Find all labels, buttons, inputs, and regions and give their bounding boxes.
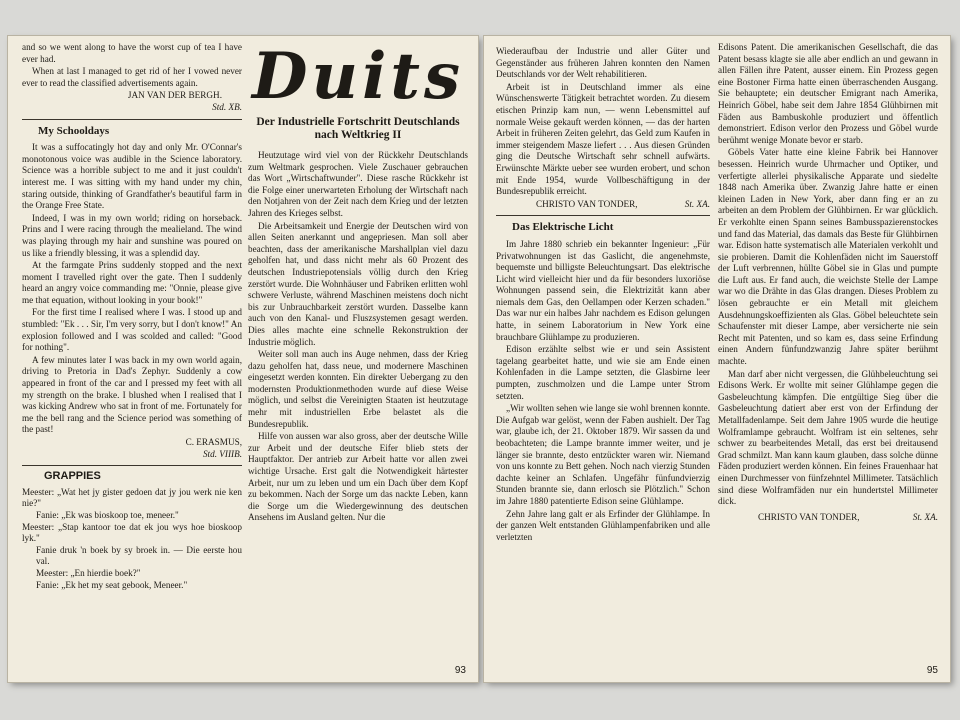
- right-page: [484, 36, 950, 682]
- dialog-line: Meester: „Stap kantoor toe dat ek jou wys hoe bioskoop lyk.": [22, 521, 242, 544]
- signature-name: JAN VAN DER BERGH.: [127, 90, 222, 101]
- paragraph: Man darf aber nicht vergessen, die Glühbeleuchtung sei Edisons Werk. Er wollte mit seiner Glühlampe gegen die Gasbeleuchtung kämpfen. Die entgültige Sieg über die Gasbeleuchtung datiert aber erst von der Erfindung der Metallfadenlampe. Seit dem Jahre 1905 wurde die heutige Wolframlampe gebraucht. Wolfram ist ein seltenes, sehr schwer zu bearbeitendes Metall, das erst bei dreitausend Grad schmilzt. Man kann kaum glauben, dass solche dünne Fäden produziert werden können. Ein feines Frauenhaar hat einen Durchmesser von fünfzehntel Millimeter. Tatsächlich sind diese Wolframfäden nur ein hundertstel Millimeter dick.: [718, 368, 938, 507]
- signature-christo-van-tonder: [718, 512, 938, 524]
- paragraph: Heutzutage wird viel von der Rückkehr Deutschlands zum Weltmark gesprochen. Viele Zuschauer gebrauchen das Wort „Wirtschaftwunder". Diese rasche Rückkehr ist die Folge einer unerwarteten Erholung der Wirtschaft nach den Notjahren von der Zeit nach dem Krieg und der letzten Jahren des Krieges selbst.: [248, 150, 468, 218]
- paragraph: It was a suffocatingly hot day and only Mr. O'Connar's monotonous voice was audible in the Science laboratory. Science was a horrible subject to me and it just couldn't interest me. I was sitting with my hand under my chin, staring outside, thinking of Grandfather's beautiful farm in the Orange Free State.: [22, 142, 242, 211]
- right-column-2: [718, 42, 938, 523]
- paragraph: A few minutes later I was back in my own world again, driving to Pretoria in Dad's Zephyr. Suddenly a cow appeared in front of the car and I pressed my feet with all my strength on the brake. I blushed when I realised that I was kicking Andrew who sat in front of me. Fortunately for me the bell rang and the Science period was something of the past!: [22, 354, 242, 435]
- paragraph: Indeed, I was in my own world; riding on horseback. Prins and I were racing through the mealieland. The wind was playing through my hair and sunshine was poured on us like a friendly blessing, it was a splendid day.: [22, 212, 242, 258]
- signature-c-erasmus: [22, 437, 242, 460]
- signature-name: C. ERASMUS,: [185, 437, 242, 447]
- paragraph: and so we went along to have the worst cup of tea I have ever had.: [22, 42, 242, 64]
- section-title: Das Elektrische Licht: [512, 221, 614, 234]
- duits-title: Duits: [252, 39, 464, 114]
- paragraph: Edison erzählte selbst wie er und sein Assistent tagelang gearbeitet hatte, und wie sie am Ende einen Kohlenfaden in die Lampe setzten, die Glasbirne leer pumpten, zuschmolzen und die Lampe unter Strom setzten.: [496, 344, 710, 401]
- paragraph: For the first time I realised where I was. I stood up and stumbled: "Ek . . . Sir, I'm very sorry, but I don't know!" An explosion followed and I was scolded and called: "Good for nothing".: [22, 307, 242, 353]
- signature-name: CHRISTO VAN TONDER,: [536, 198, 638, 209]
- left-column-2: [248, 39, 468, 525]
- signature-std: Std. XB.: [212, 101, 242, 112]
- paragraph: Wiederaufbau der Industrie und aller Güter und Gegenständer aus früheren Jahren konnten den Namen Deutschlands vor der Welt rehabilitieren.: [496, 46, 710, 80]
- page-number: 93: [454, 665, 466, 676]
- left-page: [8, 36, 478, 682]
- signature-christo-van-tonder: [496, 199, 710, 211]
- left-column-1: [22, 42, 242, 591]
- divider: [22, 119, 242, 120]
- dialog-line: Fanie druk 'n boek by sy broek in. — Die eerste hou val.: [36, 544, 242, 567]
- signature-std: St. XA.: [684, 198, 710, 209]
- paragraph: „Wir wollten sehen wie lange sie wohl brennen konnte. Die Aufgab war gelöst, wenn der Faben aushielt. Der Tag war, glaube ich, der 21. Oktober 1879. Wir sassen da und beobachteten; die Lampe brannte immer weiter, und je länger sie brannte, desto entzückter waren wir. Niemand von uns konnte zu Bett gehen. Noch nach vierzig Stunden dachte keiner an Schlafen. Ungefähr fünfundvierzig Stunden brannte sie, dann erlosch sie Plötzlich." Schon im Jahre 1880 patentierte Edison seine Glühlampe.: [496, 403, 710, 506]
- dialog-line: Meester: „En hierdie boek?": [36, 567, 141, 578]
- dialog-line: Meester: „Wat het jy gister gedoen dat jy jou werk nie ken nie?": [22, 486, 242, 509]
- article-subtitle: Der Industrielle Fortschritt Deutschlands nach Weltkrieg II: [256, 116, 460, 141]
- paragraph: Edisons Patent. Die amerikanischen Gesellschaft, die das Patent besass klagte sie alle aber endlich an und gewann in allen Fällen ihre Patent, ausser einem. Ein Prozess gegen eine Bostoner Firma hatte einen überraschenden Ausgang. Sie behauptete; ein deutscher Emigrant nach Amerika, Heinrich Göbel, habe seit dem Jahre 1854 Glühbirnen mit Fäden aus Bambuskohle produziert und öffentlich demonstriert. Edison verlor den Prozess und Göbel wurde berühmt wenige Monate bevor er starb.: [718, 42, 938, 145]
- paragraph: Arbeit ist in Deutschland immer als eine Wünschenswerte Tätigkeit betrachtet worden. Zu diesem etischen Prinzip kam nun, — wenn Lebensmittel auf normale Weise gekauft werden können, — das der harten Arbeit in früheren Zeiten gelehrt, das Geld zum Kaufen in immer steigendem Masze liefert . . . Aus diesen Gründen ging die Deutsche Wirtschaft sehr schnell aufwärts. Erwünschte Märkte ueber see wurden erobert, und schon mit Ende 1954, wurde Vollbeschäftigung in der Bundesrepublik erreicht.: [496, 81, 710, 197]
- dialog-line: Fanie: „Ek was bioskoop toe, meneer.": [36, 509, 179, 520]
- grappies-title: GRAPPIES: [44, 470, 101, 483]
- signature-name: CHRISTO VAN TONDER,: [758, 511, 860, 522]
- paragraph: When at last I managed to get rid of her I vowed never ever to read the classified advertisements again.: [22, 66, 242, 88]
- divider: [496, 215, 710, 216]
- signature-std: Std. VIIIB.: [202, 448, 242, 459]
- signature-std: St. XA.: [912, 511, 938, 522]
- paragraph: Göbels Vater hatte eine kleine Fabrik bei Hannover besessen. Heinrich wurde Uhrmacher und Optiker, und verfertigte allerlei physikalische Apparate und siedelte 1848 nach Amerika über. Zwanzig Jahre hatte er einen kleinen Laden in New York, aber dann fing er an zu arbeiten an dem Problem der Glühbirnen. Er war glücklich. Er verkohlte einen Spann seines Bambusspazierenstockes und fand das Material, das damals das Beste für Glühbirnen war. Edison hatte systematisch alle Materialen verkohlt und sie probieren. Damit die Kohlenfäden nicht im Sauerstoff der Luft verbrennen, hüllte Göbel sie in Glas und pumpte die Luft aus. Er fand auch, die weichste Stelle der Lampe war wo die Drähte in das Glas drangen. Dieses Problem zu lösen gebrauchte er ein Metall mit gleichem Ausdehnungskoeffizienten als Glas. Göbel beleuchtete sein Schaufenster mit dieser Lampe, aber versicherte nie sein Recht mit Patenten, und so kam es, dass seine Erfindung einen Andern fünfundzwanzig Jahre später berühmt machte.: [718, 147, 938, 367]
- paragraph: Hilfe von aussen war also gross, aber der deutsche Wille zur Arbeit und der deutsche Eifer blieb stets der Hauptfaktor. Der antrieb zur Arbeit hatte vor allen zwei wichtige Ursache. Erst galt die Notwendigkeit härtester Arbeit, nur um zu leben und um ein Dach über dem Kopf zu bekommen. Nach der Sorge um das nackte Leben, kann die Sorge um die Wiedergewinnung des deutschen Ansehens im Ausland gelten. Nur die: [248, 431, 468, 523]
- divider: [22, 465, 242, 466]
- paragraph: Im Jahre 1880 schrieb ein bekannter Ingenieur: „Für Privatwohnungen ist das Gaslicht, die angenehmste, bequemste und billigste Beleuchtungsart. Das elektrische Licht wird vielleicht hier und da für besonders luxoriöse Wohnungen passend sein, die Elektrizität kann aber niemals dem Gas, den Oellampen oder Kerzen schaden." Das war nur ein halbes Jahr nachdem es Edison gelungen hatte, in seinem Laboratorium in New York eine brauchbare Glühlampe zu produzieren.: [496, 238, 710, 342]
- paragraph: Weiter soll man auch ins Auge nehmen, dass der Krieg dazu geholfen hat, dass neue, und modernere Maschinen eingesetzt werden konnten. Ein direkter Uebergang zu den modernsten Produktionmethoden wurde auf diese Weise möglich, und selbst die Vereinigten Staaten ist heutzutage mehr mit industriellen Erbe belastet als die Bundesrepublik.: [248, 349, 468, 429]
- right-column-1: [496, 46, 710, 544]
- paragraph: At the farmgate Prins suddenly stopped and the next moment I travelled right over the gate. Then I suddenly heard an angry voice commanding me: "Onnie, please give me that equation, without looking in your book!": [22, 260, 242, 305]
- dialog-line: Fanie: „Ek het my seat gebook, Meneer.": [36, 579, 188, 590]
- page-number: 95: [926, 665, 938, 676]
- schooldays-title: My Schooldays: [38, 124, 110, 137]
- paragraph: Die Arbeitsamkeit und Energie der Deutschen wird von allen Seiten anerkannt und angepriesen. Man soll aber beachten, dass der amerikanische Marshallplan viel dazu geholfen hat, und dass nicht mehr als 60 Prozent des deutschen Industriepotensials völlig durch den Krieg zerstört wurde. Die Wohnhäuser und Fabriken erlitten wohl schwere Verluste, während Maschinen meistens doch nicht bis zur Unbrauchbarkeit zerstört wurden. Dasselbe kann auch von den Kanal- und Fluszsystemen gesagt werden. Dies alles machte eine schnelle Rekonstruktion der Industrie möglich.: [248, 220, 468, 347]
- paragraph: Zehn Jahre lang galt er als Erfinder der Glühlampe. In der ganzen Welt entstanden Glühlampenfabriken und alle verletzten: [496, 508, 710, 542]
- grappies-dialog: [22, 487, 242, 591]
- signature-jan-van-der-bergh: [22, 90, 242, 113]
